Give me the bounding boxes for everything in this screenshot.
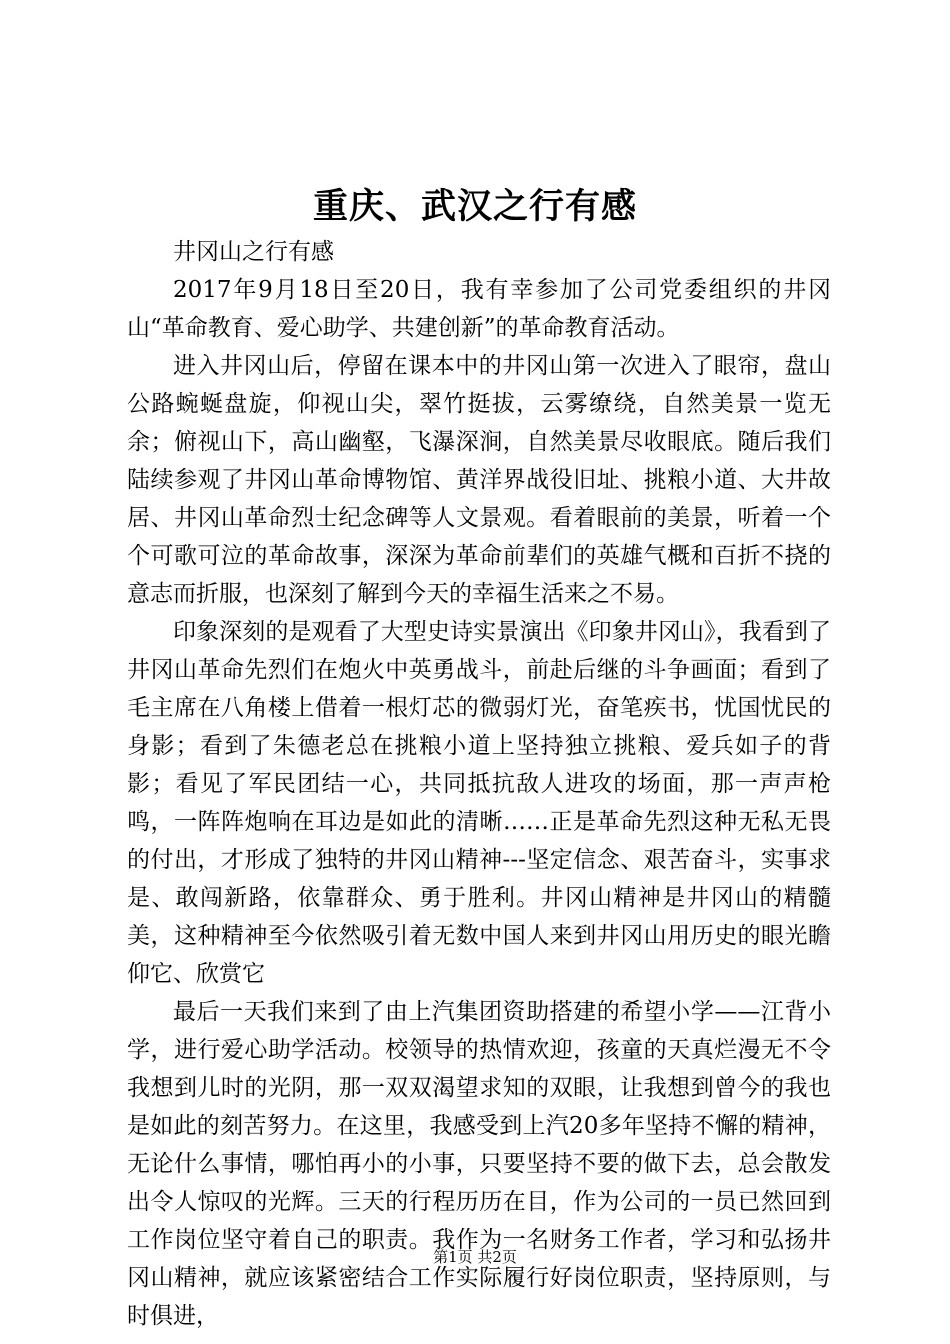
- paragraph: 最后一天我们来到了由上汽集团资助搭建的希望小学——江背小学，进行爱心助学活动。校领导的热情欢迎，孩童的天真烂漫无不令我想到儿时的光阴，那一双双渴望求知的双眼，让我想到曾今的我也是如此的刻苦努力。在这里，我感受到上汽20多年坚持不懈的精神，无论什么事情，哪怕再小的小事，只要坚持不要的做下去，总会散发出令人惊叹的光辉。三天的行程历历在目，作为公司的一员已然回到工作岗位坚守着自己的职责。我作为一名财务工作者，学习和弘扬井冈山精神，就应该紧密结合工作实际履行好岗位职责，坚持原则，与时俱进，: [127, 999, 831, 1329]
- paragraph-subtitle: 井冈山之行有感: [173, 239, 334, 265]
- page-number-footer: 第1页 共2页: [433, 1248, 517, 1266]
- paragraph: 印象深刻的是观看了大型史诗实景演出《印象井冈山》，我看到了井冈山革命先烈们在炮火中英勇战斗，前赴后继的斗争画面；看到了毛主席在八角楼上借着一根灯芯的微弱灯光，奋笔疾书，忧国忧民的身影；看到了朱德老总在挑粮小道上坚持独立挑粮、爱兵如子的背影；看见了军民团结一心，共同抵抗敌人进攻的场面，那一声声枪鸣，一阵阵炮响在耳边是如此的清晰……正是革命先烈这种无私无畏的付出，才形成了独特的井冈山精神---坚定信念、艰苦奋斗，实事求是、敢闯新路，依靠群众、勇于胜利。井冈山精神是井冈山的精髓美，这种精神至今依然吸引着无数中国人来到井冈山用历史的眼光瞻仰它、欣赏它: [127, 619, 831, 987]
- document-title: 重庆、武汉之行有感: [312, 186, 637, 227]
- paragraph: 进入井冈山后，停留在课本中的井冈山第一次进入了眼帘，盘山公路蜿蜒盘旋，仰视山尖，翠竹挺拔，云雾缭绕，自然美景一览无余；俯视山下，高山幽壑，飞瀑深涧，自然美景尽收眼底。随后我们陆续参观了井冈山革命博物馆、黄洋界战役旧址、挑粮小道、大井故居、井冈山革命烈士纪念碑等人文景观。看着眼前的美景，听着一个个可歌可泣的革命故事，深深为革命前辈们的英雄气概和百折不挠的意志而折服，也深刻了解到今天的幸福生活来之不易。: [127, 353, 831, 607]
- paragraph: 2017年9月18日至20日，我有幸参加了公司党委组织的井冈山“革命教育、爱心助学、共建创新”的革命教育活动。: [127, 277, 831, 341]
- document-body: [127, 233, 831, 1335]
